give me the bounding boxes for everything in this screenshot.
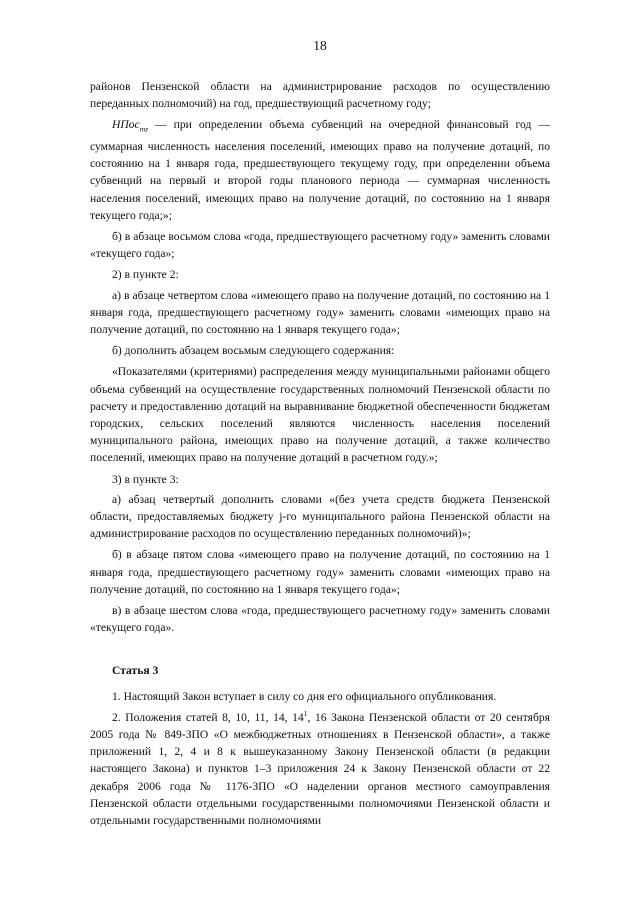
document-body xyxy=(90,78,550,833)
formula-subscript: mz xyxy=(139,124,149,134)
paragraph: б) в абзаце пятом слова «имеющего право на получение дотаций, по состоянию на 1 января года, предшествующего расчетному году» заменить словами «имеющих право на получение дотаций, по состоянию на 1 января текущего года»; xyxy=(90,548,550,596)
paragraph-text: 2. Положения статей 8, 10, 11, 14, 14 xyxy=(112,710,304,724)
paragraph: б) в абзаце восьмом слова «года, предшествующего расчетному году» заменить словами «текущего года»; xyxy=(90,229,550,261)
formula-definition-text: — при определении объема субвенций на очередной финансовый год — суммарная численность населения поселений, имеющих право на получение дотаций, по состоянию на 1 января года, предшествующего текущему году, при определении объема субвенций на первый и второй годы планового периода — суммарная численность населения поселений, имеющих право на получение дотаций, по состоянию на 1 января текущего года;»; xyxy=(90,118,550,222)
paragraph: а) в абзаце четвертом слова «имеющего право на получение дотаций, по состоянию на 1 января года, предшествующего расчетному году» заменить словами «имеющих право на получение дотаций, по состоянию на 1 января текущего года»; xyxy=(90,288,550,336)
paragraph: в) в абзаце шестом слова «года, предшествующего расчетному году» заменить словами «текущего года». xyxy=(90,604,550,635)
paragraph: а) абзац четвертый дополнить словами «(без учета средств бюджета Пензенской области, предоставляемых бюджету j-го муниципального района Пензенской области на администрирование расходов по осуществлению переданных полномочий)»; xyxy=(90,492,550,541)
article-heading: Статья 3 xyxy=(112,664,159,678)
formula-symbol: НПос xyxy=(112,118,140,132)
paragraph-text: , 16 Закона Пензенской области от 20 сентября 2005 года № 849-ЗПО «О межбюджетных отношениях в Пензенской области», а также приложений 1, 2, 4 и 8 к вышеуказанному Закону Пензенской области (в редакции настоящего Закона) и пунктов 1–3 приложения 24 к Закону Пензенской области от 22 декабря 2006 года № 1176-ЗПО «О наделении органов местного самоуправления Пензенской области отдельными государственными полномочиями Пензенской области и отдельными государственными полномочиями xyxy=(90,710,550,828)
page-number: 18 xyxy=(313,38,327,53)
paragraph: «Показателями (критериями) распределения между муниципальными районами общего объема субвенций на осуществление государственных полномочий Пензенской области по расчету и предоставлению дотаций на выравнивание бюджетной обеспеченности бюджетам городских, сельских поселений являются численность населения поселений муниципального района, имеющих право на получение дотаций, а также количество поселений, имеющих право на получение дотаций в расчетном году.»; xyxy=(90,365,550,465)
superscript: 1 xyxy=(303,708,308,718)
paragraph: 1. Настоящий Закон вступает в силу со дня его официального опубликования. xyxy=(112,689,497,703)
paragraph: 3) в пункте 3: xyxy=(112,472,179,486)
paragraph xyxy=(90,709,550,829)
paragraph: районов Пензенской области на администрирование расходов по осуществлению переданных полномочий) на год, предшествующий расчетному году; xyxy=(90,80,550,111)
formula-definition-paragraph xyxy=(90,116,550,224)
paragraph: 2) в пункте 2: xyxy=(112,268,179,282)
paragraph: б) дополнить абзацем восьмым следующего содержания: xyxy=(112,344,395,358)
